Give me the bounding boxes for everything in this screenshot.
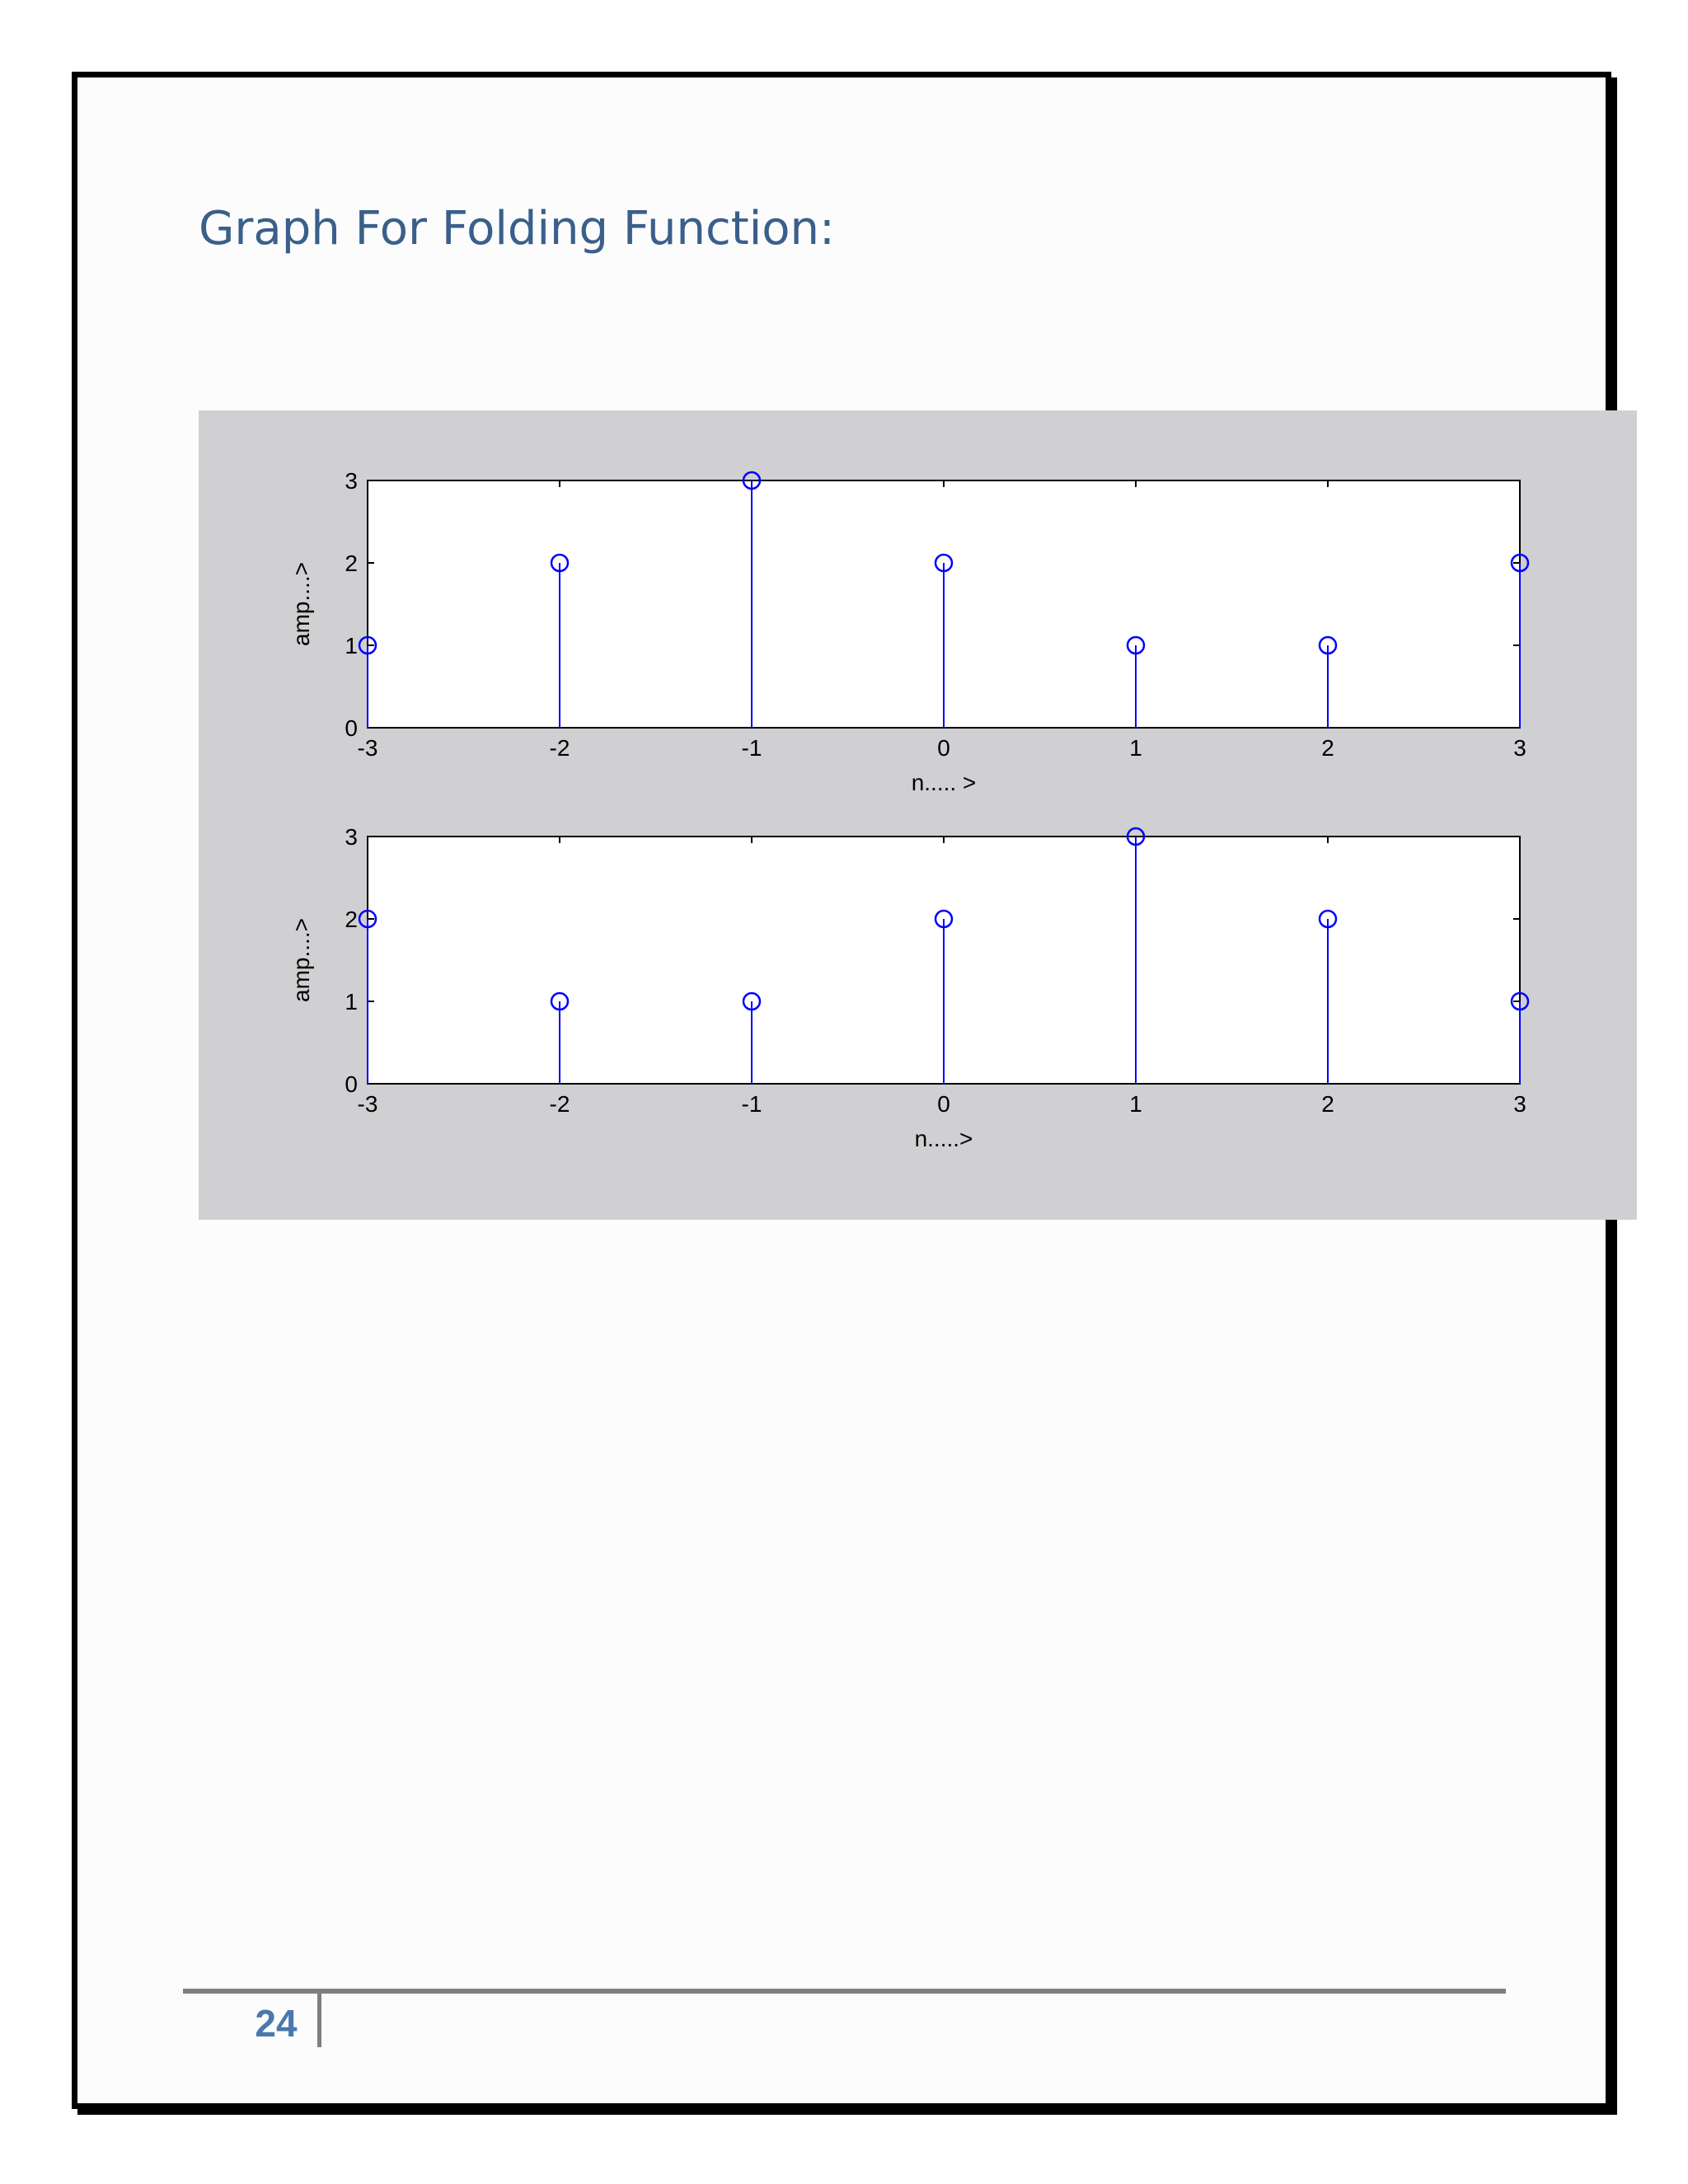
x-tick-label: -3 bbox=[357, 1091, 378, 1117]
x-tick-label: 2 bbox=[1321, 1091, 1334, 1117]
x-axis-label: n..... > bbox=[911, 770, 977, 795]
y-tick-label: 1 bbox=[345, 633, 358, 658]
chart-panel bbox=[199, 410, 1637, 1220]
footer-divider bbox=[317, 1994, 321, 2047]
x-tick-label: 0 bbox=[937, 1091, 950, 1117]
stem-charts bbox=[199, 410, 1637, 1220]
stem-chart-2 bbox=[288, 824, 1528, 1151]
y-axis-label: amp....> bbox=[288, 562, 314, 646]
x-tick-label: -2 bbox=[549, 735, 570, 761]
x-tick-label: -3 bbox=[357, 735, 378, 761]
x-tick-label: 3 bbox=[1513, 1091, 1526, 1117]
x-tick-label: -1 bbox=[741, 735, 762, 761]
x-tick-label: 0 bbox=[937, 735, 950, 761]
x-axis-label: n.....> bbox=[914, 1126, 973, 1151]
y-tick-label: 0 bbox=[345, 715, 358, 741]
page-title: Graph For Folding Function: bbox=[199, 202, 835, 255]
y-axis-label: amp....> bbox=[288, 918, 314, 1002]
stem-chart-1 bbox=[288, 468, 1528, 795]
y-tick-label: 0 bbox=[345, 1071, 358, 1097]
x-tick-label: -1 bbox=[741, 1091, 762, 1117]
page-number: 24 bbox=[255, 2002, 298, 2045]
y-tick-label: 2 bbox=[345, 551, 358, 576]
y-tick-label: 3 bbox=[345, 468, 358, 494]
x-tick-label: 3 bbox=[1513, 735, 1526, 761]
x-tick-label: -2 bbox=[549, 1091, 570, 1117]
y-tick-label: 3 bbox=[345, 824, 358, 850]
x-tick-label: 1 bbox=[1129, 1091, 1142, 1117]
x-tick-label: 1 bbox=[1129, 735, 1142, 761]
x-tick-label: 2 bbox=[1321, 735, 1334, 761]
y-tick-label: 2 bbox=[345, 907, 358, 932]
y-tick-label: 1 bbox=[345, 989, 358, 1015]
footer-rule bbox=[183, 1989, 1506, 1994]
